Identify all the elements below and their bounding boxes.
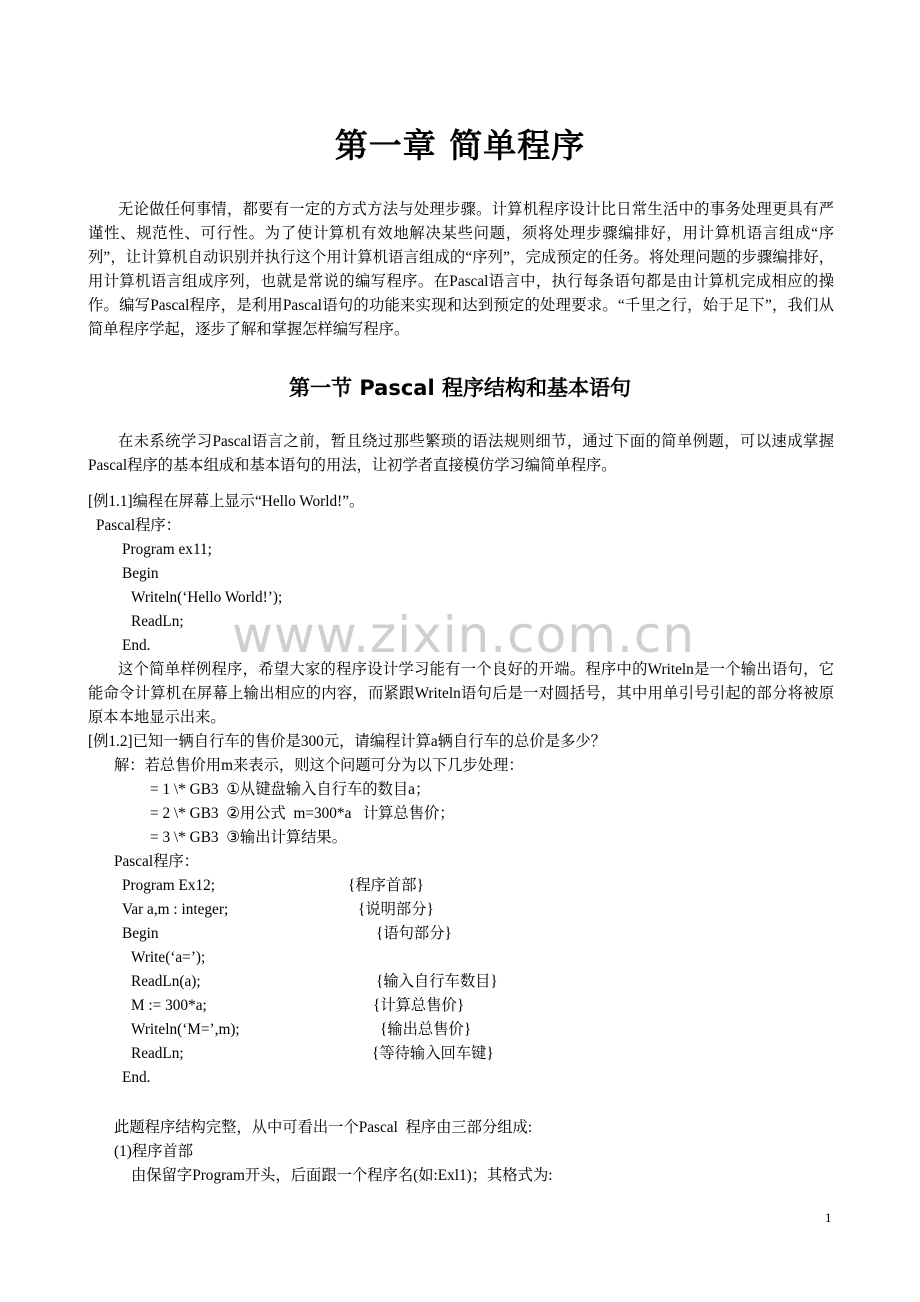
code-line: Program ex11;	[122, 541, 212, 558]
structure-summary: 此题程序结构完整，从中可看出一个Pascal 程序由三部分组成:	[114, 1119, 533, 1136]
section-title: 第一节 Pascal 程序结构和基本语句	[289, 376, 631, 400]
code-comment: {程序首部}	[348, 877, 424, 894]
chapter-title: 第一章 简单程序	[334, 126, 586, 165]
watermark: www.zixin.com.cn	[232, 606, 696, 664]
code-line: Begin	[122, 925, 159, 942]
code-line: Writeln(‘M=’,m);	[131, 1021, 240, 1038]
code-comment: {计算总售价}	[373, 997, 465, 1014]
example2-program-label: Pascal程序：	[114, 853, 199, 870]
code-comment: {说明部分}	[358, 901, 434, 918]
code-comment: {输入自行车数目}	[376, 973, 498, 990]
step-line: = 3 \* GB3 ③输出计算结果。	[150, 829, 347, 846]
code-line: ReadLn;	[131, 613, 184, 630]
part1-heading: (1)程序首部	[114, 1143, 194, 1160]
section-intro-paragraph: 在未系统学习Pascal语言之前，暂且绕过那些繁琐的语法规则细节，通过下面的简单例题，可以速成掌握Pascal程序的基本组成和基本语句的用法，让初学者直接模仿学习编简单程序。	[88, 433, 834, 474]
code-line: Var a,m : integer;	[122, 901, 229, 918]
code-comment: {语句部分}	[376, 925, 452, 942]
example1-explanation: 这个简单样例程序，希望大家的程序设计学习能有一个良好的开端。程序中的Writeln是一个输出语句，它能命令计算机在屏幕上输出相应的内容，而紧跟Writeln语句后是一对圆括号，其中用单引号引起的部分将被原原本本地显示出来。	[88, 661, 834, 726]
example2-solution: 解：若总售价用m来表示，则这个问题可分为以下几步处理：	[114, 757, 524, 774]
page-number: 1	[825, 1210, 832, 1225]
code-line: Program Ex12;	[122, 877, 216, 894]
step-line: = 1 \* GB3 ①从键盘输入自行车的数目a；	[150, 781, 431, 798]
code-line: End.	[122, 637, 151, 654]
code-line: Write(‘a=’);	[131, 949, 206, 966]
code-comment: {等待输入回车键}	[372, 1045, 494, 1062]
example1-heading: [例1.1]编程在屏幕上显示“Hello World!”。	[88, 493, 365, 510]
code-line: Begin	[122, 565, 159, 582]
intro-paragraph: 无论做任何事情，都要有一定的方式方法与处理步骤。计算机程序设计比日常生活中的事务处理更具有严谨性、规范性、可行性。为了使计算机有效地解决某些问题，须将处理步骤编排好，用计算机语言组成“序列”，让计算机自动识别并执行这个用计算机语言组成的“序列”，完成预定的任务。将处理问题的步骤编排好，用计算机语言组成序列，也就是常说的编写程序。在Pascal语言中，执行每条语句都是由计算机完成相应的操作。编写Pascal程序，是利用Pascal语句的功能来实现和达到预定的处理要求。“千里之行，始于足下”，我们从简单程序学起，逐步了解和掌握怎样编写程序。	[88, 201, 834, 338]
example1-program-label: Pascal程序：	[96, 517, 181, 534]
code-line: ReadLn(a);	[131, 973, 201, 990]
code-line: M := 300*a;	[131, 997, 207, 1014]
part1-text: 由保留字Program开头，后面跟一个程序名(如:Exl1)；其格式为:	[131, 1167, 553, 1184]
example2-heading: [例1.2]已知一辆自行车的售价是300元，请编程计算a辆自行车的总价是多少？	[88, 733, 606, 750]
step-line: = 2 \* GB3 ②用公式 m=300*a 计算总售价；	[150, 805, 455, 822]
code-line: Writeln(‘Hello World!’);	[131, 589, 283, 606]
code-line: End.	[122, 1069, 151, 1086]
code-comment: {输出总售价}	[380, 1021, 472, 1038]
code-line: ReadLn;	[131, 1045, 184, 1062]
